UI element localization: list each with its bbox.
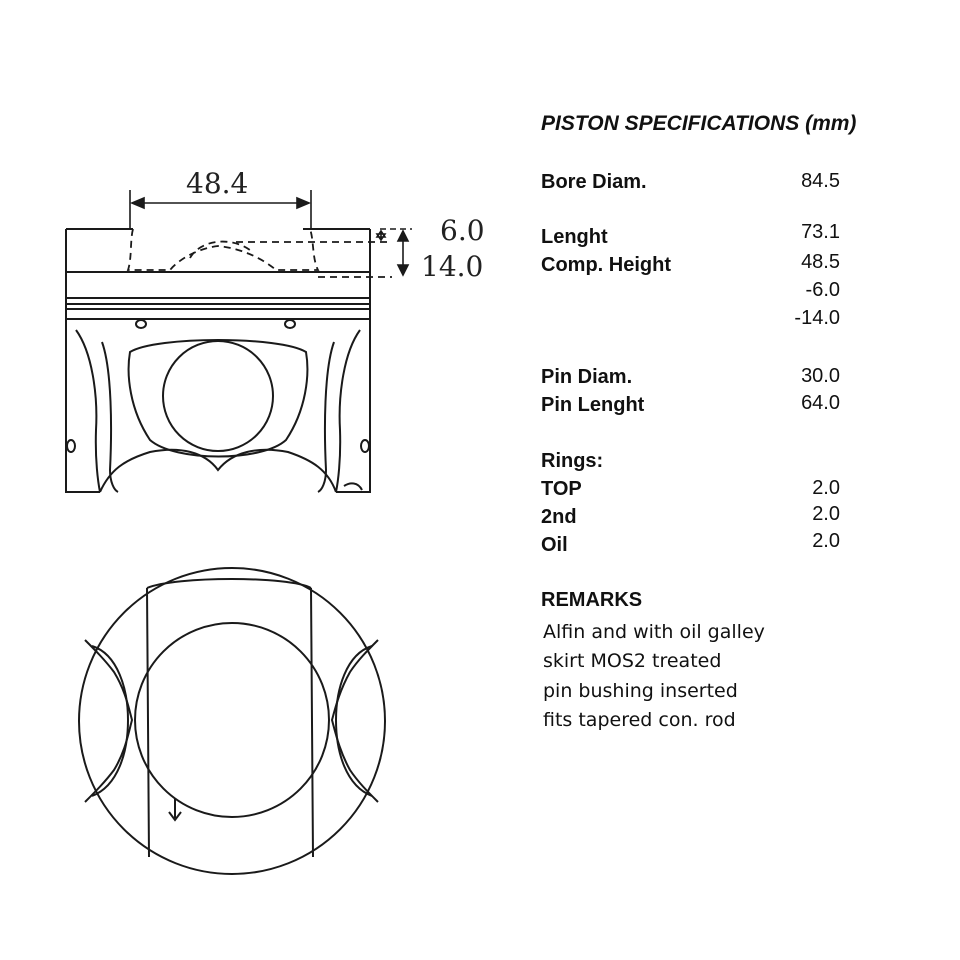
pin-length-label: Pin Lenght <box>541 394 645 416</box>
ring-second-value: 2.0 <box>812 503 840 525</box>
dimension-depth-label: 14.0 <box>421 250 484 283</box>
remark-line: Alfin and with oil galley <box>543 621 765 643</box>
comp-height-label: Comp. Height <box>541 254 671 276</box>
comp-height-offset-1: -6.0 <box>805 279 840 301</box>
length-label: Lenght <box>541 226 608 248</box>
remark-line: fits tapered con. rod <box>543 709 736 731</box>
pin-diam-label: Pin Diam. <box>541 366 633 388</box>
dimension-depth <box>377 229 412 275</box>
ring-top-label: TOP <box>541 478 582 500</box>
pin-diam-value: 30.0 <box>801 365 840 387</box>
ring-oil-value: 2.0 <box>812 530 840 552</box>
dimension-top-label: 6.0 <box>440 214 485 247</box>
ring-second-label: 2nd <box>541 506 577 528</box>
ring-groove-oil <box>66 309 370 319</box>
oil-hole-left <box>136 320 146 328</box>
piston-top-view <box>79 568 385 874</box>
combustion-bowl-circle <box>135 623 329 817</box>
ring-oil-label: Oil <box>541 534 568 556</box>
oil-hole-right <box>285 320 295 328</box>
piston-outer-circle <box>79 568 385 874</box>
pin-length-value: 64.0 <box>801 392 840 414</box>
spec-title: PISTON SPECIFICATIONS (mm) <box>541 112 857 135</box>
remark-line: pin bushing inserted <box>543 680 738 702</box>
dimension-width-label: 48.4 <box>186 167 249 200</box>
piston-side-view <box>66 229 370 492</box>
bore-value: 84.5 <box>801 170 840 192</box>
piston-crown-outline <box>66 229 370 272</box>
rings-label: Rings: <box>541 450 604 472</box>
bore-label: Bore Diam. <box>541 171 647 193</box>
comp-height-offset-2: -14.0 <box>794 307 840 329</box>
ring-land <box>66 272 370 298</box>
length-value: 73.1 <box>801 221 840 243</box>
remark-line: skirt MOS2 treated <box>543 650 722 672</box>
combustion-bowl-hidden-lines <box>128 229 392 277</box>
comp-height-value: 48.5 <box>801 251 840 273</box>
remarks-title: REMARKS <box>541 589 643 611</box>
ring-top-value: 2.0 <box>812 477 840 499</box>
pin-bore <box>163 341 273 451</box>
